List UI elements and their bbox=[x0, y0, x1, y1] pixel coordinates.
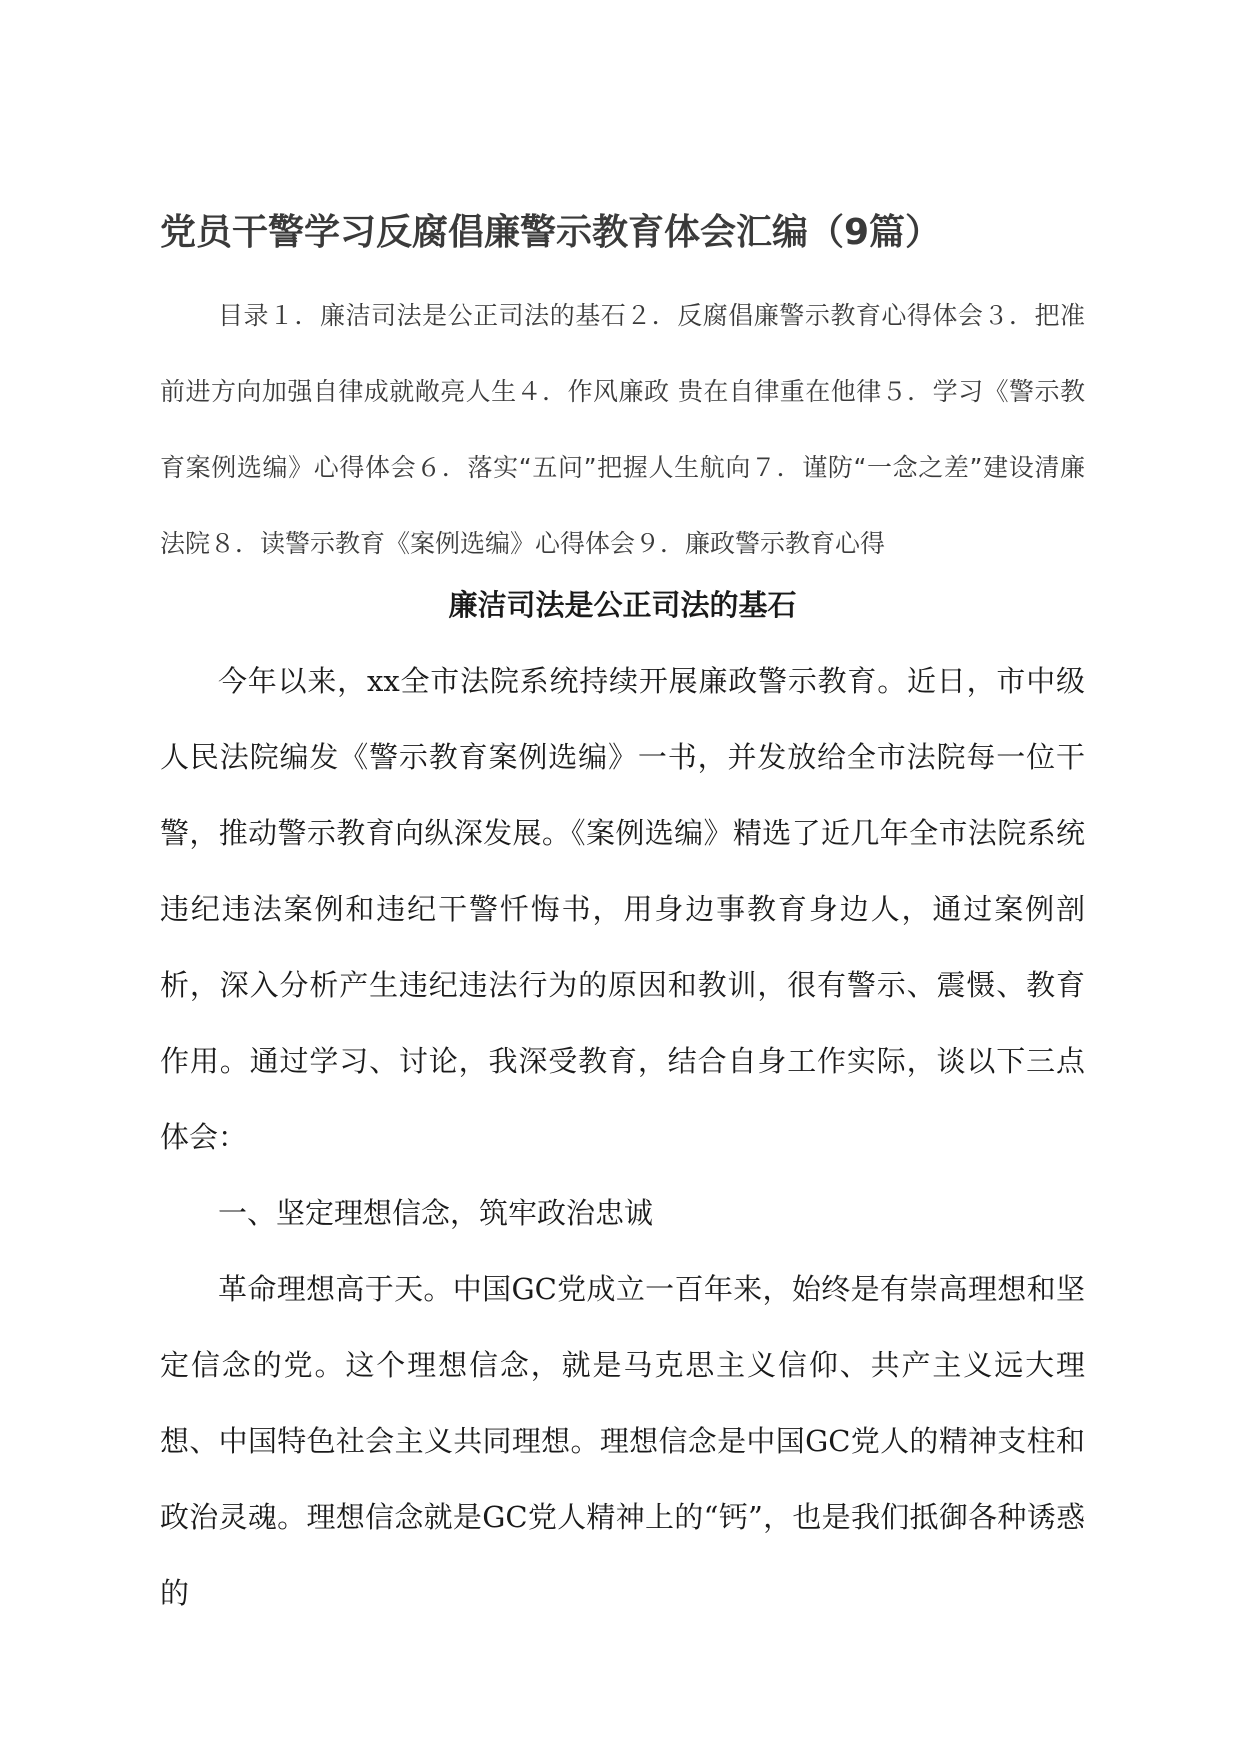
table-of-contents: 目录１．廉洁司法是公正司法的基石２．反腐倡廉警示教育心得体会３．把准前进方向加强自律成就敞亮人生４．作风廉政 贵在自律重在他律５．学习《警示教育案例选编》心得体会６．落实“五问”把握人生航向７．谨防“一念之差”建设清廉法院８．读警示教育《案例选编》心得体会９．廉政警示教育心得 bbox=[160, 301, 1085, 558]
paragraph-intro: 今年以来，xx全市法院系统持续开展廉政警示教育。近日，市中级人民法院编发《警示教育案例选编》一书，并发放给全市法院每一位干警，推动警示教育向纵深发展。《案例选编》精选了近几年全市法院系统违纪违法案例和违纪干警忏悔书，用身边事教育身边人，通过案例剖析，深入分析产生违纪违法行为的原因和教训，很有警示、震慑、教育作用。通过学习、讨论，我深受教育，结合自身工作实际，谈以下三点体会： bbox=[160, 664, 1085, 1154]
article-body bbox=[160, 643, 1085, 1631]
paragraph-ideals: 革命理想高于天。中国GC党成立一百年来，始终是有崇高理想和坚定信念的党。这个理想信念，就是马克思主义信仰、共产主义远大理想、中国特色社会主义共同理想。理想信念是中国GC党人的精神支柱和政治灵魂。理想信念就是GC党人精神上的“钙”，也是我们抵御各种诱惑的 bbox=[160, 1272, 1085, 1610]
section-title: 廉洁司法是公正司法的基石 bbox=[448, 588, 797, 622]
document-title: 党员干警学习反腐倡廉警示教育体会汇编（9篇） bbox=[160, 212, 942, 253]
subheading-ideals: 一、坚定理想信念，筑牢政治忠诚 bbox=[218, 1196, 654, 1230]
